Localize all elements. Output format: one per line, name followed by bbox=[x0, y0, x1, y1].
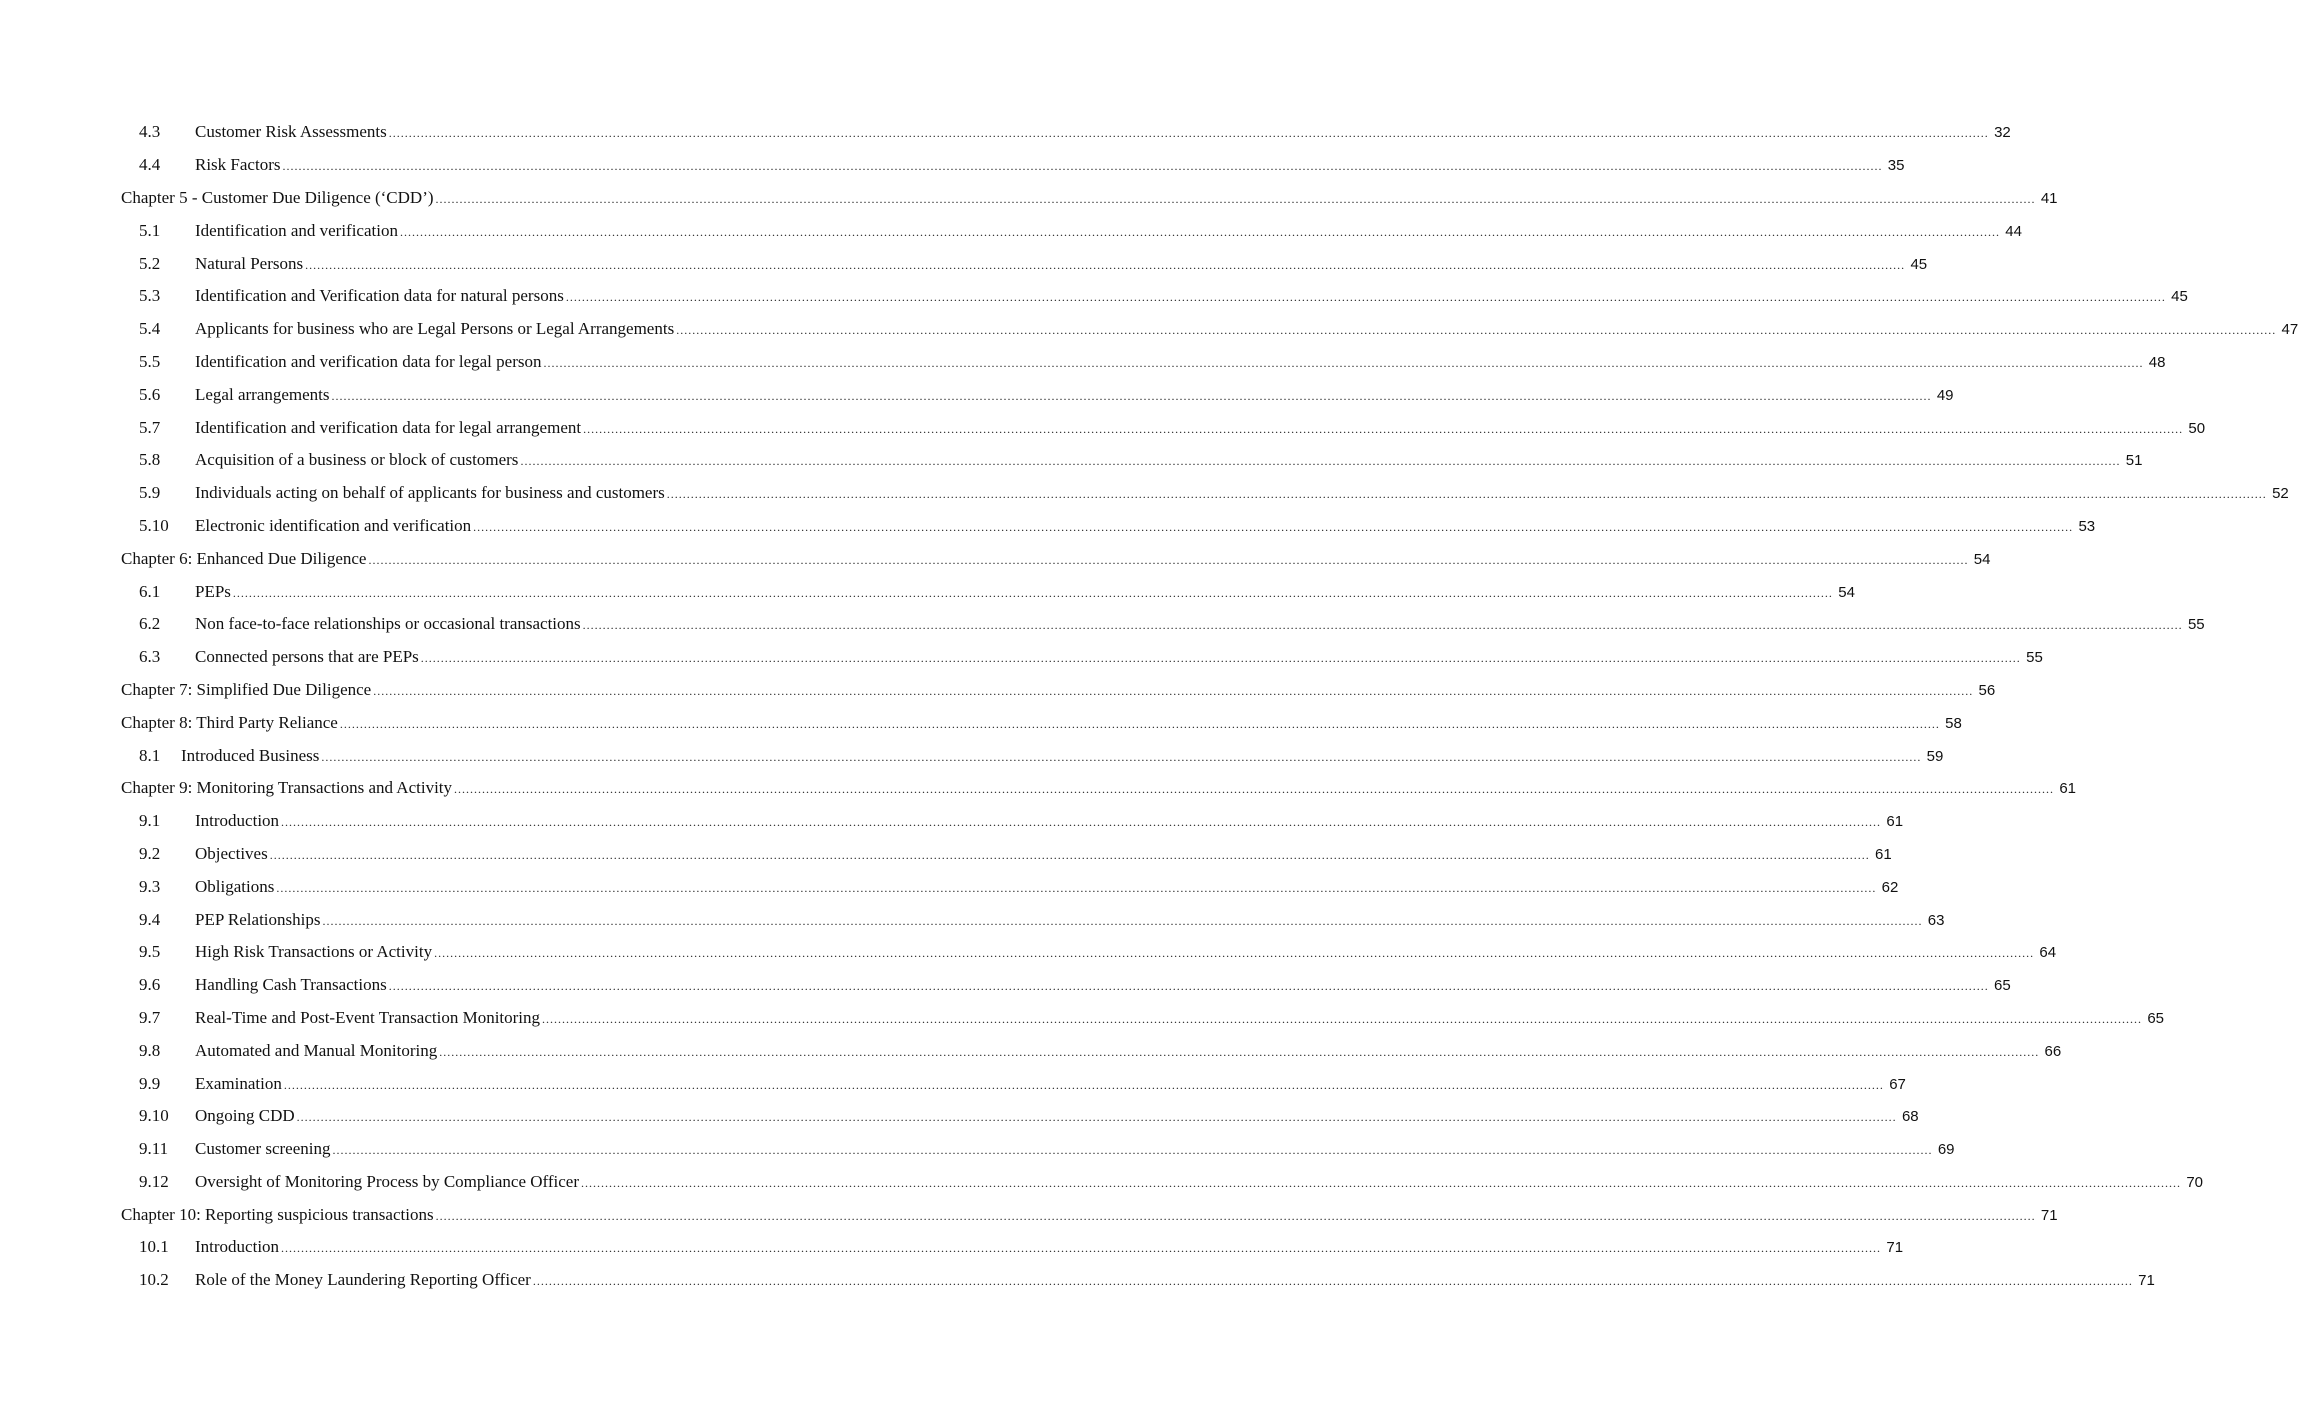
toc-entry[interactable] bbox=[0, 575, 1855, 608]
toc-entry-number: 6.2 bbox=[139, 614, 161, 634]
toc-dot-leader: ................................................................................................................................................................................................................................................................................................................................................................................................................ bbox=[339, 716, 1940, 731]
toc-entry-page: 61 bbox=[1886, 813, 1904, 831]
toc-entry-title: Customer Risk Assessments bbox=[195, 122, 387, 142]
toc-entry-title: Examination bbox=[195, 1073, 282, 1093]
toc-entry[interactable] bbox=[0, 903, 1945, 936]
toc-entry-title: Introduction bbox=[195, 811, 280, 831]
toc-entry-page: 66 bbox=[2044, 1042, 2062, 1060]
toc-entry[interactable] bbox=[0, 936, 2057, 969]
toc-entry[interactable] bbox=[0, 1133, 1955, 1166]
toc-entry[interactable] bbox=[0, 608, 2205, 641]
toc-entry-body bbox=[195, 515, 2096, 536]
toc-entry-title: Applicants for business who are Legal Persons or Legal Arrangements bbox=[195, 319, 675, 339]
toc-dot-leader: ................................................................................................................................................................................................................................................................................................................................................................................................................ bbox=[282, 159, 1883, 174]
toc-entry-page: 70 bbox=[2186, 1173, 2204, 1191]
toc-entry-title: Chapter 8: Third Party Reliance bbox=[121, 712, 338, 732]
toc-entry-number: 5.2 bbox=[139, 253, 161, 273]
toc-entry-title: Identification and verification data for legal person bbox=[195, 351, 542, 371]
toc-entry-page: 41 bbox=[2040, 189, 2058, 207]
toc-entry-page: 51 bbox=[2125, 452, 2143, 470]
toc-entry-number: 9.1 bbox=[139, 811, 161, 831]
toc-entry[interactable] bbox=[0, 313, 2298, 346]
toc-entry-number: 5.10 bbox=[139, 515, 169, 535]
toc-entry-title: Obligations bbox=[195, 876, 275, 896]
toc-entry-title: Introduced Business bbox=[181, 745, 320, 765]
toc-entry-page: 48 bbox=[2148, 353, 2166, 371]
toc-entry-body bbox=[121, 187, 2058, 208]
toc-entry-page: 69 bbox=[1937, 1141, 1955, 1159]
toc-entry[interactable] bbox=[0, 838, 1892, 871]
toc-entry[interactable] bbox=[0, 247, 1928, 280]
toc-entry-body bbox=[195, 1007, 2165, 1028]
toc-entry-title: Handling Cash Transactions bbox=[195, 975, 387, 995]
toc-entry-page: 54 bbox=[1838, 583, 1855, 601]
toc-entry-number: 9.9 bbox=[139, 1073, 161, 1093]
toc-entry-page: 68 bbox=[1901, 1108, 1919, 1126]
toc-entry-title: Identification and verification data for legal arrangement bbox=[195, 417, 582, 437]
toc-entry[interactable] bbox=[0, 1231, 1904, 1264]
toc-entry-page: 49 bbox=[1936, 386, 1954, 404]
toc-dot-leader: ................................................................................................................................................................................................................................................................................................................................................................................................................ bbox=[454, 782, 2055, 797]
toc-entry-body bbox=[195, 876, 1899, 897]
toc-entry-title: Real-Time and Post-Event Transaction Monitoring bbox=[195, 1007, 541, 1027]
toc-entry-number: 5.1 bbox=[139, 220, 161, 240]
toc-entry-page: 52 bbox=[2272, 485, 2289, 503]
toc-entry-body bbox=[195, 1237, 1904, 1257]
toc-entry-title: Automated and Manual Monitoring bbox=[195, 1040, 438, 1060]
toc-dot-leader: ................................................................................................................................................................................................................................................................................................................................................................................................................ bbox=[583, 421, 2184, 436]
toc-dot-leader: ................................................................................................................................................................................................................................................................................................................................................................................................................ bbox=[420, 651, 2021, 666]
toc-dot-leader: ................................................................................................................................................................................................................................................................................................................................................................................................................ bbox=[322, 913, 1923, 928]
toc-dot-leader: ................................................................................................................................................................................................................................................................................................................................................................................................................ bbox=[321, 749, 1922, 764]
toc-entry[interactable] bbox=[0, 772, 2077, 805]
toc-entry-page: 63 bbox=[1927, 911, 1945, 929]
toc-entry-number: 10.2 bbox=[139, 1270, 169, 1290]
toc-entry-number: 5.6 bbox=[139, 384, 161, 404]
toc-dot-leader: ................................................................................................................................................................................................................................................................................................................................................................................................................ bbox=[269, 847, 1870, 862]
toc-entry-number: 8.1 bbox=[139, 745, 161, 765]
toc-dot-leader: ................................................................................................................................................................................................................................................................................................................................................................................................................ bbox=[520, 454, 2121, 469]
toc-entry-title: Connected persons that are PEPs bbox=[195, 647, 419, 667]
toc-entry-body bbox=[195, 417, 2206, 438]
toc-entry-body bbox=[121, 679, 1996, 700]
toc-entry-body bbox=[195, 909, 1945, 930]
toc-entry-title: Individuals acting on behalf of applicants for business and customers bbox=[195, 483, 665, 503]
toc-entry-title: Introduction bbox=[195, 1237, 280, 1257]
toc-entry-body bbox=[121, 1204, 2058, 1225]
toc-entry-body bbox=[195, 1139, 1955, 1159]
toc-entry-number: 9.12 bbox=[139, 1171, 169, 1191]
toc-entry-body bbox=[195, 647, 2043, 667]
toc-entry[interactable] bbox=[0, 1166, 2204, 1199]
toc-entry-body bbox=[195, 942, 2057, 962]
toc-entry[interactable] bbox=[0, 1198, 2058, 1231]
toc-entry-number: 9.7 bbox=[139, 1007, 161, 1027]
toc-entry-title: Chapter 9: Monitoring Transactions and Activity bbox=[121, 778, 453, 798]
toc-entry-title: Risk Factors bbox=[195, 155, 281, 175]
toc-entry-number: 4.4 bbox=[139, 155, 161, 175]
toc-dot-leader: ................................................................................................................................................................................................................................................................................................................................................................................................................ bbox=[388, 126, 1989, 141]
toc-dot-leader: ................................................................................................................................................................................................................................................................................................................................................................................................................ bbox=[281, 815, 1882, 830]
toc-entry-title: Natural Persons bbox=[195, 253, 304, 273]
toc-entry-page: 64 bbox=[2039, 944, 2057, 962]
toc-entry-page: 65 bbox=[2147, 1009, 2165, 1027]
toc-entry[interactable] bbox=[0, 1067, 1906, 1100]
toc-entry-number: 9.6 bbox=[139, 975, 161, 995]
toc-entry-title: Chapter 7: Simplified Due Diligence bbox=[121, 679, 372, 699]
toc-entry[interactable] bbox=[0, 510, 2096, 543]
toc-entry-page: 71 bbox=[2138, 1272, 2155, 1290]
toc-entry-page: 45 bbox=[2171, 288, 2188, 306]
toc-dot-leader: ................................................................................................................................................................................................................................................................................................................................................................................................................ bbox=[542, 1011, 2143, 1026]
toc-entry-number: 9.4 bbox=[139, 909, 161, 929]
toc-entry-body bbox=[195, 286, 2188, 306]
toc-dot-leader: ................................................................................................................................................................................................................................................................................................................................................................................................................ bbox=[676, 323, 2277, 338]
toc-entry[interactable] bbox=[0, 641, 2043, 674]
toc-dot-leader: ................................................................................................................................................................................................................................................................................................................................................................................................................ bbox=[435, 191, 2036, 206]
toc-entry-number: 4.3 bbox=[139, 122, 161, 142]
toc-entry-body bbox=[195, 155, 1905, 175]
toc-entry-number: 5.9 bbox=[139, 483, 161, 503]
toc-entry-number: 5.8 bbox=[139, 450, 161, 470]
toc-entry-page: 61 bbox=[1875, 845, 1892, 863]
toc-dot-leader: ................................................................................................................................................................................................................................................................................................................................................................................................................ bbox=[388, 979, 1989, 994]
toc-dot-leader: ................................................................................................................................................................................................................................................................................................................................................................................................................ bbox=[399, 224, 2000, 239]
toc-entry[interactable] bbox=[0, 805, 1904, 838]
toc-entry-page: 50 bbox=[2188, 419, 2206, 437]
toc-entry-number: 6.3 bbox=[139, 647, 161, 667]
toc-entry[interactable] bbox=[0, 706, 1962, 739]
toc-entry[interactable] bbox=[0, 116, 2011, 149]
toc-entry-page: 32 bbox=[1994, 124, 2011, 142]
toc-entry-number: 5.5 bbox=[139, 351, 161, 371]
toc-entry[interactable] bbox=[0, 969, 2011, 1002]
toc-entry-body bbox=[195, 843, 1892, 864]
toc-entry-page: 65 bbox=[1994, 977, 2011, 995]
toc-dot-leader: ................................................................................................................................................................................................................................................................................................................................................................................................................ bbox=[434, 946, 2035, 961]
toc-entry[interactable] bbox=[0, 674, 1996, 707]
toc-entry-body bbox=[121, 778, 2077, 798]
toc-entry-title: Chapter 5 - Customer Due Diligence (‘CDD’) bbox=[121, 187, 434, 207]
toc-entry-title: Role of the Money Laundering Reporting Officer bbox=[195, 1270, 531, 1290]
toc-entry[interactable] bbox=[0, 378, 1954, 411]
toc-entry-page: 55 bbox=[2026, 649, 2043, 667]
toc-entry-number: 5.4 bbox=[139, 319, 161, 339]
toc-entry-page: 56 bbox=[1978, 681, 1996, 699]
toc-entry-body bbox=[121, 548, 1991, 569]
toc-entry-number: 9.8 bbox=[139, 1040, 161, 1060]
toc-entry-title: Objectives bbox=[195, 843, 268, 863]
toc-entry[interactable] bbox=[0, 444, 2143, 477]
toc-entry-body bbox=[121, 712, 1962, 733]
toc-entry-title: Chapter 6: Enhanced Due Diligence bbox=[121, 548, 367, 568]
toc-entry-page: 55 bbox=[2187, 616, 2205, 634]
toc-entry-page: 62 bbox=[1881, 878, 1899, 896]
toc-dot-leader: ................................................................................................................................................................................................................................................................................................................................................................................................................ bbox=[281, 1241, 1882, 1256]
toc-entry[interactable] bbox=[0, 542, 1991, 575]
toc-entry-page: 45 bbox=[1910, 255, 1928, 273]
toc-dot-leader: ................................................................................................................................................................................................................................................................................................................................................................................................................ bbox=[532, 1274, 2133, 1289]
toc-entry-title: High Risk Transactions or Activity bbox=[195, 942, 433, 962]
toc-entry-title: Customer screening bbox=[195, 1139, 331, 1159]
toc-entry-title: PEPs bbox=[195, 581, 231, 601]
toc-dot-leader: ................................................................................................................................................................................................................................................................................................................................................................................................................ bbox=[565, 290, 2166, 305]
toc-entry-title: PEP Relationships bbox=[195, 909, 321, 929]
toc-dot-leader: ................................................................................................................................................................................................................................................................................................................................................................................................................ bbox=[581, 1175, 2182, 1190]
toc-entry-body bbox=[195, 1040, 2062, 1061]
toc-entry[interactable] bbox=[0, 411, 2206, 444]
toc-dot-leader: ................................................................................................................................................................................................................................................................................................................................................................................................................ bbox=[473, 519, 2074, 534]
toc-entry[interactable] bbox=[0, 1100, 1919, 1133]
toc-entry-body bbox=[195, 1106, 1919, 1126]
toc-entry[interactable] bbox=[0, 739, 1944, 772]
toc-entry-page: 67 bbox=[1889, 1075, 1906, 1093]
toc-entry-body bbox=[195, 351, 2166, 372]
toc-entry-title: Identification and verification bbox=[195, 220, 398, 240]
toc-entry-page: 44 bbox=[2005, 222, 2022, 240]
toc-entry-title: Ongoing CDD bbox=[195, 1106, 295, 1126]
toc-entry[interactable] bbox=[0, 870, 1899, 903]
toc-entry-number: 9.5 bbox=[139, 942, 161, 962]
toc-dot-leader: ................................................................................................................................................................................................................................................................................................................................................................................................................ bbox=[283, 1077, 1884, 1092]
toc-entry-number: 10.1 bbox=[139, 1237, 169, 1257]
toc-entry-number: 5.3 bbox=[139, 286, 161, 306]
toc-entry-title: Electronic identification and verification bbox=[195, 515, 472, 535]
toc-entry-title: Identification and Verification data for natural persons bbox=[195, 286, 564, 306]
toc-entry-title: Acquisition of a business or block of customers bbox=[195, 450, 519, 470]
toc-entry[interactable] bbox=[0, 346, 2166, 379]
toc-entry-page: 59 bbox=[1926, 747, 1944, 765]
toc-dot-leader: ................................................................................................................................................................................................................................................................................................................................................................................................................ bbox=[666, 487, 2267, 502]
toc-dot-leader: ................................................................................................................................................................................................................................................................................................................................................................................................................ bbox=[296, 1110, 1897, 1125]
toc-dot-leader: ................................................................................................................................................................................................................................................................................................................................................................................................................ bbox=[435, 1208, 2036, 1223]
toc-entry-number: 9.11 bbox=[139, 1139, 169, 1159]
toc-entry-number: 9.3 bbox=[139, 876, 161, 896]
toc-entry-body bbox=[195, 319, 2298, 339]
toc-entry-body bbox=[195, 220, 2022, 241]
toc-entry-body bbox=[195, 614, 2205, 634]
toc-entry-page: 58 bbox=[1945, 714, 1962, 732]
toc-entry[interactable] bbox=[0, 149, 1905, 182]
toc-entry-title: Oversight of Monitoring Process by Compliance Officer bbox=[195, 1171, 580, 1191]
toc-entry[interactable] bbox=[0, 477, 2289, 510]
toc-entry-number: 5.7 bbox=[139, 417, 161, 437]
toc-entry-body bbox=[195, 811, 1904, 831]
toc-entry-body bbox=[195, 1171, 2204, 1192]
toc-entry-body bbox=[195, 253, 1928, 274]
toc-dot-leader: ................................................................................................................................................................................................................................................................................................................................................................................................................ bbox=[331, 388, 1932, 403]
table-of-contents bbox=[0, 116, 2298, 1297]
toc-dot-leader: ................................................................................................................................................................................................................................................................................................................................................................................................................ bbox=[332, 1143, 1933, 1158]
toc-entry-body bbox=[195, 483, 2289, 503]
toc-entry-page: 54 bbox=[1973, 550, 1991, 568]
toc-entry-body bbox=[195, 581, 1855, 602]
toc-entry-body bbox=[195, 450, 2143, 470]
toc-entry-page: 71 bbox=[1886, 1239, 1904, 1257]
toc-dot-leader: ................................................................................................................................................................................................................................................................................................................................................................................................................ bbox=[543, 355, 2144, 370]
toc-entry-number: 9.10 bbox=[139, 1106, 169, 1126]
toc-dot-leader: ................................................................................................................................................................................................................................................................................................................................................................................................................ bbox=[373, 683, 1974, 698]
toc-entry-body bbox=[181, 745, 1944, 766]
toc-dot-leader: ................................................................................................................................................................................................................................................................................................................................................................................................................ bbox=[232, 585, 1833, 600]
toc-entry-page: 61 bbox=[2059, 780, 2077, 798]
toc-dot-leader: ................................................................................................................................................................................................................................................................................................................................................................................................................ bbox=[305, 257, 1906, 272]
toc-entry-number: 9.2 bbox=[139, 843, 161, 863]
toc-entry-body bbox=[195, 384, 1954, 405]
toc-entry-page: 47 bbox=[2281, 321, 2298, 339]
toc-entry-page: 35 bbox=[1887, 157, 1905, 175]
toc-entry-body bbox=[195, 975, 2011, 995]
toc-entry[interactable] bbox=[0, 1034, 2062, 1067]
toc-entry[interactable] bbox=[0, 214, 2022, 247]
toc-entry-body bbox=[195, 1073, 1906, 1094]
toc-dot-leader: ................................................................................................................................................................................................................................................................................................................................................................................................................ bbox=[439, 1044, 2040, 1059]
toc-entry-page: 71 bbox=[2040, 1206, 2058, 1224]
toc-dot-leader: ................................................................................................................................................................................................................................................................................................................................................................................................................ bbox=[582, 618, 2183, 633]
toc-entry[interactable] bbox=[0, 1002, 2165, 1035]
toc-entry-title: Non face-to-face relationships or occasional transactions bbox=[195, 614, 581, 634]
toc-entry-title: Legal arrangements bbox=[195, 384, 330, 404]
toc-dot-leader: ................................................................................................................................................................................................................................................................................................................................................................................................................ bbox=[276, 880, 1877, 895]
toc-entry[interactable] bbox=[0, 1264, 2155, 1297]
toc-entry-page: 53 bbox=[2078, 517, 2096, 535]
toc-entry-body bbox=[195, 122, 2011, 142]
toc-entry-body bbox=[195, 1270, 2155, 1290]
toc-dot-leader: ................................................................................................................................................................................................................................................................................................................................................................................................................ bbox=[368, 552, 1969, 567]
toc-entry-number: 6.1 bbox=[139, 581, 161, 601]
toc-entry[interactable] bbox=[0, 280, 2188, 313]
toc-entry[interactable] bbox=[0, 182, 2058, 215]
toc-entry-title: Chapter 10: Reporting suspicious transactions bbox=[121, 1204, 434, 1224]
